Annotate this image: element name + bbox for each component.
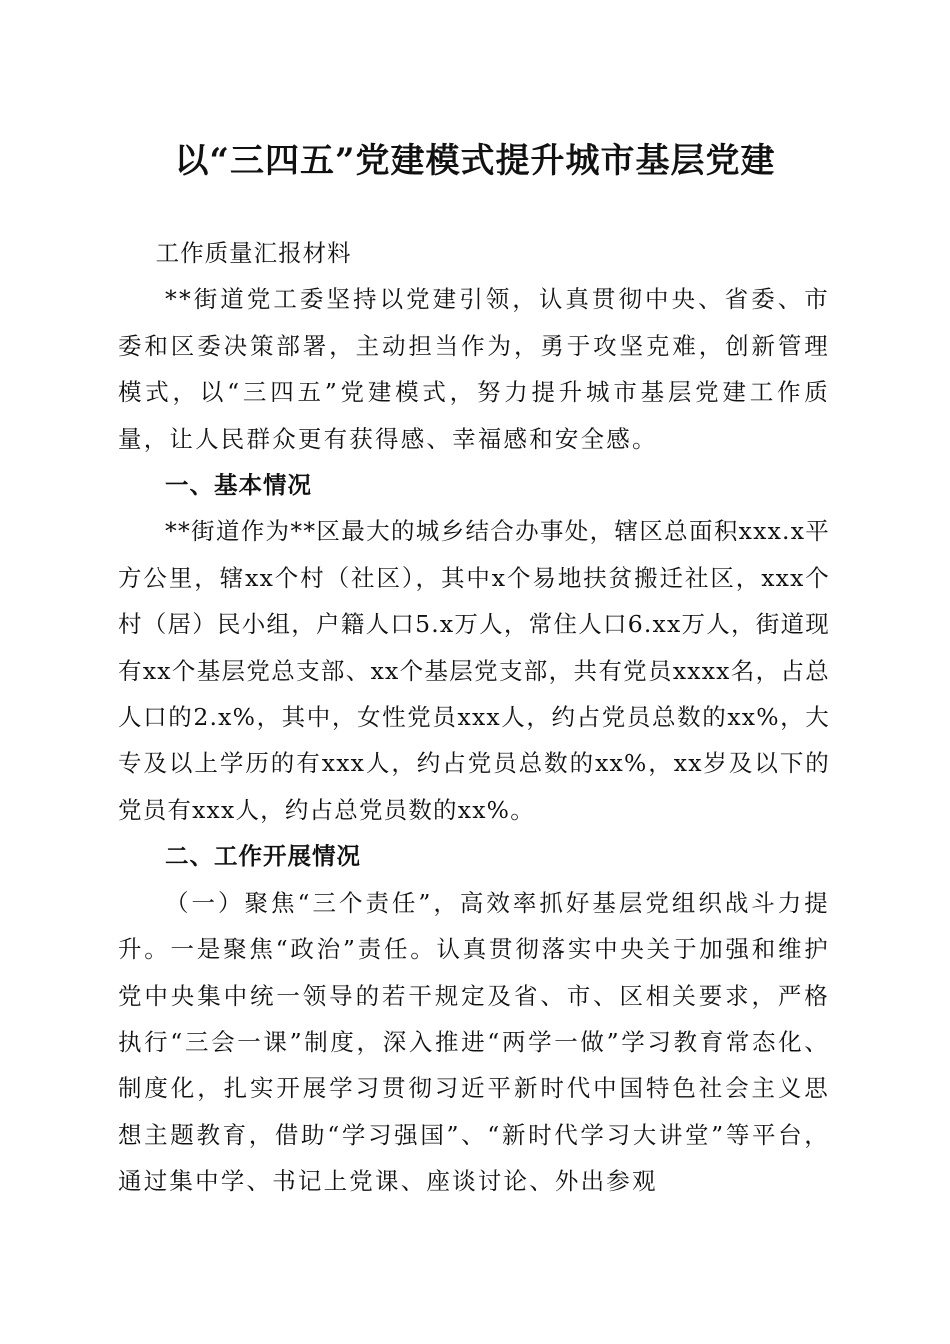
basic-info-paragraph: **街道作为**区最大的城乡结合办事处，辖区总面积xxx.x平方公里，辖xx个村（社区），其中x个易地扶贫搬迁社区，xxx个村（居）民小组，户籍人口5.x万人，常住人口6.xx万人，街道现有xx个基层党总支部、xx个基层党支部，共有党员xxxx名，占总人口的2.x%，其中，女性党员xxx人，约占党员总数的xx%，大专及以上学历的有xxx人，约占党员总数的xx%，xx岁及以下的党员有xxx人，约占总党员数的xx%。	[118, 517, 830, 824]
section-heading-basic-info: 一、基本情况	[165, 471, 312, 500]
document-body	[118, 230, 830, 1205]
section-heading-work-progress: 二、工作开展情况	[165, 842, 361, 871]
document-subtitle: 工作质量汇报材料	[155, 239, 352, 267]
document-title: 以“三四五”党建模式提升城市基层党建	[174, 141, 776, 181]
work-progress-paragraph: （一）聚焦“三个责任”，高效率抓好基层党组织战斗力提升。一是聚焦“政治”责任。认真贯彻落实中央关于加强和维护党中央集中统一领导的若干规定及省、市、区相关要求，严格执行“三会一课”制度，深入推进“两学一做”学习教育常态化、制度化，扎实开展学习贯彻习近平新时代中国特色社会主义思想主题教育，借助“学习强国”、“新时代学习大讲堂”等平台，通过集中学、书记上党课、座谈讨论、外出参观	[118, 888, 830, 1196]
intro-paragraph: **街道党工委坚持以党建引领，认真贯彻中央、省委、市委和区委决策部署，主动担当作为，勇于攻坚克难，创新管理模式，以“三四五”党建模式，努力提升城市基层党建工作质量，让人民群众更有获得感、幸福感和安全感。	[118, 285, 830, 453]
